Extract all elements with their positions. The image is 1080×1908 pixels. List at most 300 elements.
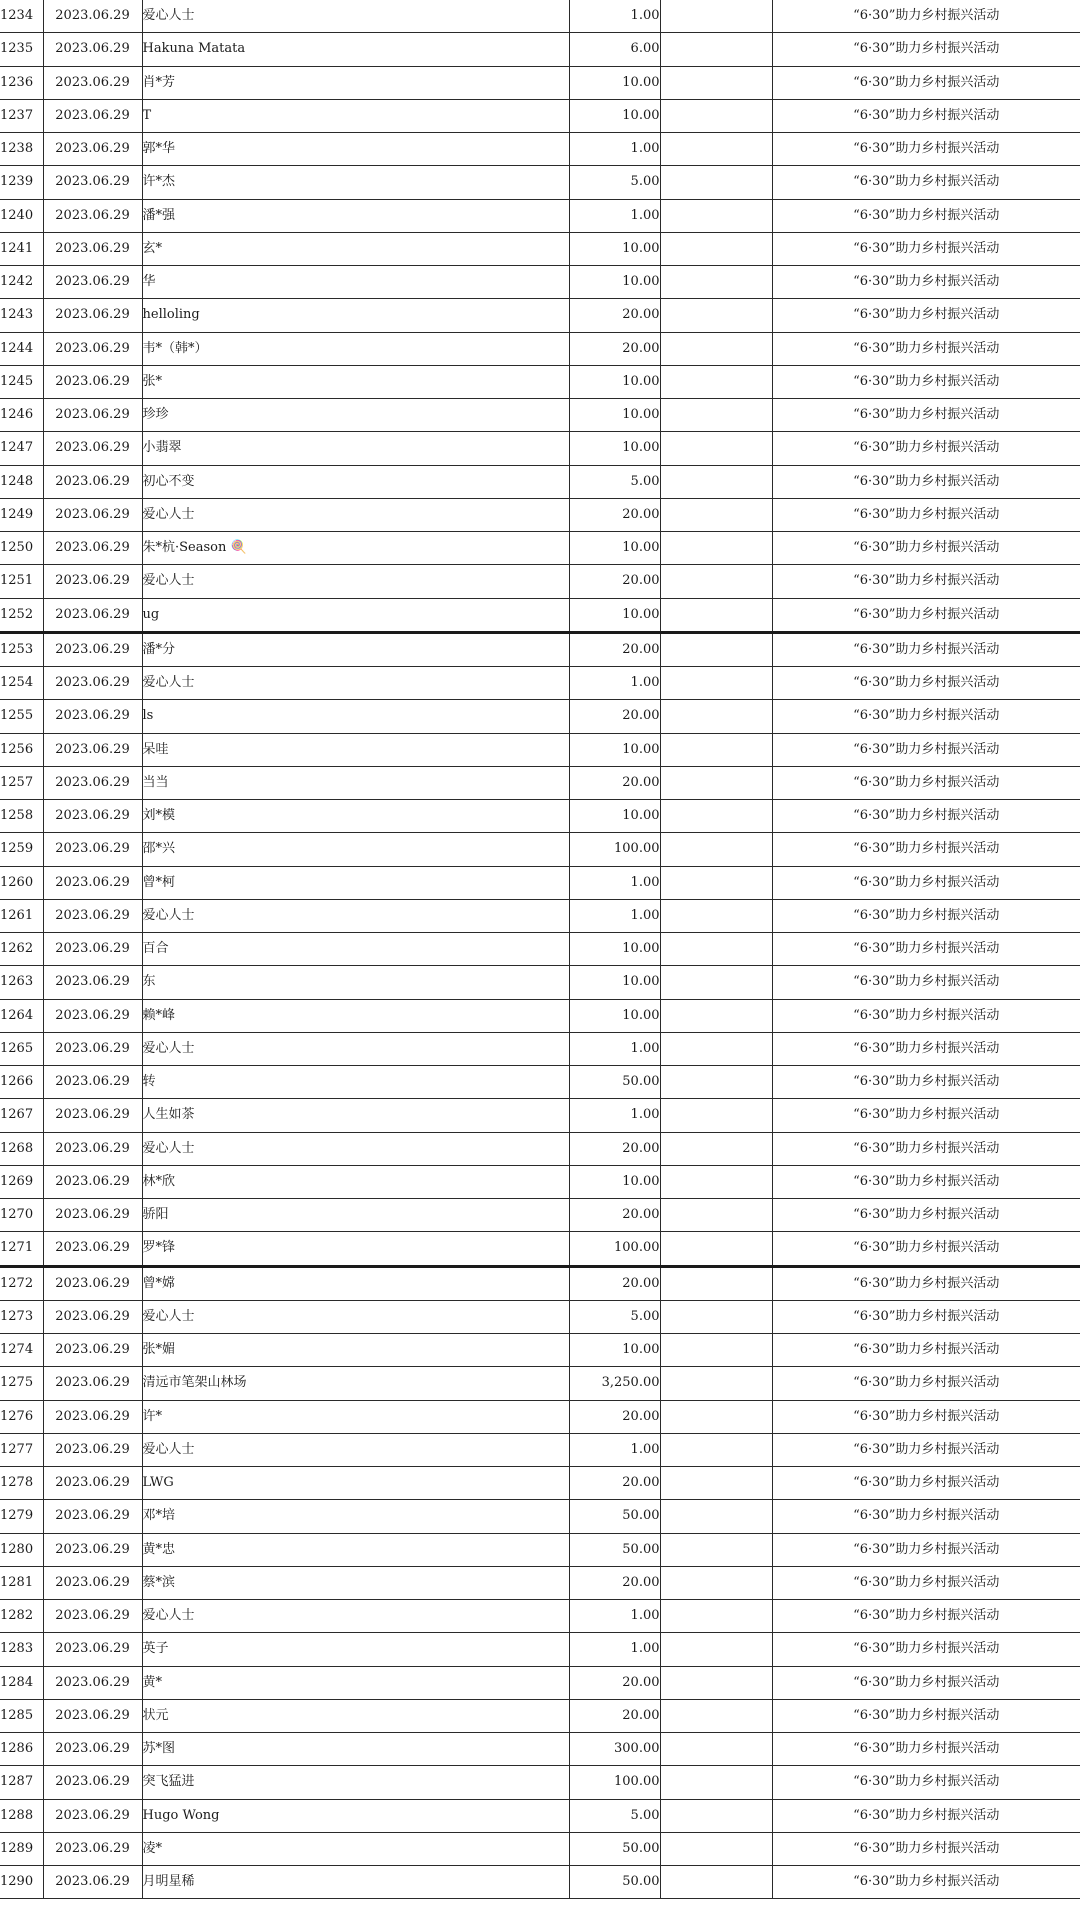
table-row bbox=[0, 1032, 1080, 1065]
donor-name-cell: helloling bbox=[142, 299, 569, 332]
amount-cell: 50.00 bbox=[569, 1832, 660, 1865]
amount-cell: 1.00 bbox=[569, 866, 660, 899]
row-number-cell: 1290 bbox=[0, 1866, 43, 1899]
row-number-cell: 1279 bbox=[0, 1500, 43, 1533]
row-number-cell: 1288 bbox=[0, 1799, 43, 1832]
amount-cell: 1.00 bbox=[569, 199, 660, 232]
table-row bbox=[0, 1300, 1080, 1333]
donor-name-cell: 转 bbox=[142, 1066, 569, 1099]
amount-cell: 10.00 bbox=[569, 800, 660, 833]
table-row bbox=[0, 966, 1080, 999]
donor-name-cell: 曾*柯 bbox=[142, 866, 569, 899]
activity-cell: “6·30”助力乡村振兴活动 bbox=[772, 632, 1080, 666]
table-row bbox=[0, 899, 1080, 932]
row-number-cell: 1260 bbox=[0, 866, 43, 899]
row-number-cell: 1276 bbox=[0, 1400, 43, 1433]
donor-name-cell: 爱心人士 bbox=[142, 498, 569, 531]
table-row bbox=[0, 1232, 1080, 1266]
date-cell: 2023.06.29 bbox=[43, 800, 142, 833]
amount-cell: 1.00 bbox=[569, 667, 660, 700]
table-row bbox=[0, 999, 1080, 1032]
donor-name-cell: Hugo Wong bbox=[142, 1799, 569, 1832]
activity-cell: “6·30”助力乡村振兴活动 bbox=[772, 598, 1080, 632]
empty-cell bbox=[660, 66, 772, 99]
empty-cell bbox=[660, 199, 772, 232]
activity-cell: “6·30”助力乡村振兴活动 bbox=[772, 933, 1080, 966]
date-cell: 2023.06.29 bbox=[43, 266, 142, 299]
amount-cell: 20.00 bbox=[569, 766, 660, 799]
amount-cell: 20.00 bbox=[569, 1266, 660, 1300]
amount-cell: 20.00 bbox=[569, 1467, 660, 1500]
empty-cell bbox=[660, 1266, 772, 1300]
amount-cell: 10.00 bbox=[569, 598, 660, 632]
date-cell: 2023.06.29 bbox=[43, 1099, 142, 1132]
donor-name-cell: 人生如茶 bbox=[142, 1099, 569, 1132]
donor-name-cell: 黄*忠 bbox=[142, 1533, 569, 1566]
empty-cell bbox=[660, 667, 772, 700]
date-cell: 2023.06.29 bbox=[43, 133, 142, 166]
row-number-cell: 1266 bbox=[0, 1066, 43, 1099]
table-row bbox=[0, 166, 1080, 199]
donor-name-cell: 当当 bbox=[142, 766, 569, 799]
amount-cell: 300.00 bbox=[569, 1733, 660, 1766]
amount-cell: 20.00 bbox=[569, 332, 660, 365]
row-number-cell: 1241 bbox=[0, 232, 43, 265]
activity-cell: “6·30”助力乡村振兴活动 bbox=[772, 999, 1080, 1032]
table-row bbox=[0, 866, 1080, 899]
donor-name-cell: 凌* bbox=[142, 1832, 569, 1865]
activity-cell: “6·30”助力乡村振兴活动 bbox=[772, 66, 1080, 99]
activity-cell: “6·30”助力乡村振兴活动 bbox=[772, 166, 1080, 199]
row-number-cell: 1235 bbox=[0, 33, 43, 66]
row-number-cell: 1261 bbox=[0, 899, 43, 932]
date-cell: 2023.06.29 bbox=[43, 1832, 142, 1865]
activity-cell: “6·30”助力乡村振兴活动 bbox=[772, 1232, 1080, 1266]
row-number-cell: 1236 bbox=[0, 66, 43, 99]
amount-cell: 10.00 bbox=[569, 232, 660, 265]
amount-cell: 10.00 bbox=[569, 365, 660, 398]
row-number-cell: 1253 bbox=[0, 632, 43, 666]
row-number-cell: 1273 bbox=[0, 1300, 43, 1333]
donor-name-cell: 黄* bbox=[142, 1666, 569, 1699]
amount-cell: 1.00 bbox=[569, 1099, 660, 1132]
date-cell: 2023.06.29 bbox=[43, 866, 142, 899]
table-row bbox=[0, 667, 1080, 700]
empty-cell bbox=[660, 1199, 772, 1232]
table-row bbox=[0, 632, 1080, 666]
row-number-cell: 1259 bbox=[0, 833, 43, 866]
amount-cell: 50.00 bbox=[569, 1500, 660, 1533]
table-row bbox=[0, 232, 1080, 265]
amount-cell: 100.00 bbox=[569, 1766, 660, 1799]
empty-cell bbox=[660, 365, 772, 398]
donor-name-cell: 爱心人士 bbox=[142, 1032, 569, 1065]
table-row bbox=[0, 1832, 1080, 1865]
amount-cell: 5.00 bbox=[569, 1300, 660, 1333]
empty-cell bbox=[660, 833, 772, 866]
donor-name-cell: ls bbox=[142, 700, 569, 733]
date-cell: 2023.06.29 bbox=[43, 1232, 142, 1266]
activity-cell: “6·30”助力乡村振兴活动 bbox=[772, 232, 1080, 265]
row-number-cell: 1275 bbox=[0, 1367, 43, 1400]
empty-cell bbox=[660, 133, 772, 166]
empty-cell bbox=[660, 766, 772, 799]
donor-name-cell: 许* bbox=[142, 1400, 569, 1433]
empty-cell bbox=[660, 598, 772, 632]
table-row bbox=[0, 66, 1080, 99]
date-cell: 2023.06.29 bbox=[43, 1766, 142, 1799]
activity-cell: “6·30”助力乡村振兴活动 bbox=[772, 1666, 1080, 1699]
empty-cell bbox=[660, 1666, 772, 1699]
row-number-cell: 1269 bbox=[0, 1165, 43, 1198]
activity-cell: “6·30”助力乡村振兴活动 bbox=[772, 1733, 1080, 1766]
row-number-cell: 1282 bbox=[0, 1600, 43, 1633]
date-cell: 2023.06.29 bbox=[43, 66, 142, 99]
table-row bbox=[0, 498, 1080, 531]
empty-cell bbox=[660, 432, 772, 465]
table-row bbox=[0, 1132, 1080, 1165]
donor-name-cell: 朱*杭·Season 🍭 bbox=[142, 532, 569, 565]
table-row bbox=[0, 1500, 1080, 1533]
row-number-cell: 1239 bbox=[0, 166, 43, 199]
donor-name-cell: 潘*分 bbox=[142, 632, 569, 666]
amount-cell: 10.00 bbox=[569, 99, 660, 132]
table-row bbox=[0, 266, 1080, 299]
date-cell: 2023.06.29 bbox=[43, 1300, 142, 1333]
date-cell: 2023.06.29 bbox=[43, 667, 142, 700]
empty-cell bbox=[660, 966, 772, 999]
empty-cell bbox=[660, 399, 772, 432]
amount-cell: 3,250.00 bbox=[569, 1367, 660, 1400]
activity-cell: “6·30”助力乡村振兴活动 bbox=[772, 1066, 1080, 1099]
row-number-cell: 1285 bbox=[0, 1699, 43, 1732]
activity-cell: “6·30”助力乡村振兴活动 bbox=[772, 1334, 1080, 1367]
activity-cell: “6·30”助力乡村振兴活动 bbox=[772, 432, 1080, 465]
row-number-cell: 1263 bbox=[0, 966, 43, 999]
table-row bbox=[0, 933, 1080, 966]
amount-cell: 10.00 bbox=[569, 733, 660, 766]
empty-cell bbox=[660, 1467, 772, 1500]
empty-cell bbox=[660, 733, 772, 766]
row-number-cell: 1251 bbox=[0, 565, 43, 598]
activity-cell: “6·30”助力乡村振兴活动 bbox=[772, 1400, 1080, 1433]
amount-cell: 1.00 bbox=[569, 133, 660, 166]
activity-cell: “6·30”助力乡村振兴活动 bbox=[772, 133, 1080, 166]
donor-name-cell: 肖*芳 bbox=[142, 66, 569, 99]
row-number-cell: 1268 bbox=[0, 1132, 43, 1165]
date-cell: 2023.06.29 bbox=[43, 365, 142, 398]
table-row bbox=[0, 1666, 1080, 1699]
activity-cell: “6·30”助力乡村振兴活动 bbox=[772, 1832, 1080, 1865]
empty-cell bbox=[660, 1400, 772, 1433]
amount-cell: 20.00 bbox=[569, 1699, 660, 1732]
row-number-cell: 1271 bbox=[0, 1232, 43, 1266]
row-number-cell: 1252 bbox=[0, 598, 43, 632]
row-number-cell: 1250 bbox=[0, 532, 43, 565]
donor-name-cell: T bbox=[142, 99, 569, 132]
date-cell: 2023.06.29 bbox=[43, 1199, 142, 1232]
table-row bbox=[0, 766, 1080, 799]
date-cell: 2023.06.29 bbox=[43, 833, 142, 866]
donor-name-cell: 张* bbox=[142, 365, 569, 398]
date-cell: 2023.06.29 bbox=[43, 432, 142, 465]
row-number-cell: 1247 bbox=[0, 432, 43, 465]
date-cell: 2023.06.29 bbox=[43, 598, 142, 632]
date-cell: 2023.06.29 bbox=[43, 1799, 142, 1832]
activity-cell: “6·30”助力乡村振兴活动 bbox=[772, 1566, 1080, 1599]
donor-name-cell: 韦*（韩*） bbox=[142, 332, 569, 365]
row-number-cell: 1237 bbox=[0, 99, 43, 132]
table-row bbox=[0, 399, 1080, 432]
activity-cell: “6·30”助力乡村振兴活动 bbox=[772, 1165, 1080, 1198]
empty-cell bbox=[660, 899, 772, 932]
empty-cell bbox=[660, 1733, 772, 1766]
activity-cell: “6·30”助力乡村振兴活动 bbox=[772, 365, 1080, 398]
donor-name-cell: 爱心人士 bbox=[142, 667, 569, 700]
activity-cell: “6·30”助力乡村振兴活动 bbox=[772, 833, 1080, 866]
activity-cell: “6·30”助力乡村振兴活动 bbox=[772, 1467, 1080, 1500]
amount-cell: 20.00 bbox=[569, 632, 660, 666]
table-row bbox=[0, 1699, 1080, 1732]
activity-cell: “6·30”助力乡村振兴活动 bbox=[772, 266, 1080, 299]
table-row bbox=[0, 1766, 1080, 1799]
amount-cell: 20.00 bbox=[569, 700, 660, 733]
amount-cell: 1.00 bbox=[569, 899, 660, 932]
table-row bbox=[0, 299, 1080, 332]
table-row bbox=[0, 1866, 1080, 1899]
empty-cell bbox=[660, 1832, 772, 1865]
date-cell: 2023.06.29 bbox=[43, 33, 142, 66]
amount-cell: 50.00 bbox=[569, 1533, 660, 1566]
row-number-cell: 1244 bbox=[0, 332, 43, 365]
activity-cell: “6·30”助力乡村振兴活动 bbox=[772, 1132, 1080, 1165]
date-cell: 2023.06.29 bbox=[43, 1733, 142, 1766]
table-row bbox=[0, 1733, 1080, 1766]
donor-name-cell: 英子 bbox=[142, 1633, 569, 1666]
date-cell: 2023.06.29 bbox=[43, 1866, 142, 1899]
activity-cell: “6·30”助力乡村振兴活动 bbox=[772, 733, 1080, 766]
amount-cell: 5.00 bbox=[569, 1799, 660, 1832]
empty-cell bbox=[660, 565, 772, 598]
row-number-cell: 1289 bbox=[0, 1832, 43, 1865]
activity-cell: “6·30”助力乡村振兴活动 bbox=[772, 33, 1080, 66]
table-row bbox=[0, 33, 1080, 66]
donor-name-cell: 邓*培 bbox=[142, 1500, 569, 1533]
row-number-cell: 1238 bbox=[0, 133, 43, 166]
table-row bbox=[0, 800, 1080, 833]
table-row bbox=[0, 133, 1080, 166]
date-cell: 2023.06.29 bbox=[43, 1533, 142, 1566]
row-number-cell: 1255 bbox=[0, 700, 43, 733]
date-cell: 2023.06.29 bbox=[43, 1500, 142, 1533]
amount-cell: 10.00 bbox=[569, 399, 660, 432]
row-number-cell: 1287 bbox=[0, 1766, 43, 1799]
amount-cell: 20.00 bbox=[569, 1199, 660, 1232]
empty-cell bbox=[660, 1367, 772, 1400]
date-cell: 2023.06.29 bbox=[43, 0, 142, 33]
row-number-cell: 1240 bbox=[0, 199, 43, 232]
activity-cell: “6·30”助力乡村振兴活动 bbox=[772, 1533, 1080, 1566]
row-number-cell: 1267 bbox=[0, 1099, 43, 1132]
empty-cell bbox=[660, 700, 772, 733]
empty-cell bbox=[660, 99, 772, 132]
activity-cell: “6·30”助力乡村振兴活动 bbox=[772, 1633, 1080, 1666]
empty-cell bbox=[660, 465, 772, 498]
date-cell: 2023.06.29 bbox=[43, 632, 142, 666]
donor-name-cell: 苏*图 bbox=[142, 1733, 569, 1766]
activity-cell: “6·30”助力乡村振兴活动 bbox=[772, 1266, 1080, 1300]
activity-cell: “6·30”助力乡村振兴活动 bbox=[772, 1500, 1080, 1533]
empty-cell bbox=[660, 1132, 772, 1165]
amount-cell: 50.00 bbox=[569, 1866, 660, 1899]
amount-cell: 10.00 bbox=[569, 66, 660, 99]
row-number-cell: 1234 bbox=[0, 0, 43, 33]
date-cell: 2023.06.29 bbox=[43, 1334, 142, 1367]
amount-cell: 10.00 bbox=[569, 1165, 660, 1198]
empty-cell bbox=[660, 299, 772, 332]
empty-cell bbox=[660, 632, 772, 666]
donor-name-cell: 爱心人士 bbox=[142, 1433, 569, 1466]
activity-cell: “6·30”助力乡村振兴活动 bbox=[772, 1600, 1080, 1633]
amount-cell: 20.00 bbox=[569, 565, 660, 598]
table-row bbox=[0, 1467, 1080, 1500]
donor-name-cell: 清远市笔架山林场 bbox=[142, 1367, 569, 1400]
date-cell: 2023.06.29 bbox=[43, 1266, 142, 1300]
empty-cell bbox=[660, 332, 772, 365]
activity-cell: “6·30”助力乡村振兴活动 bbox=[772, 866, 1080, 899]
amount-cell: 1.00 bbox=[569, 1433, 660, 1466]
activity-cell: “6·30”助力乡村振兴活动 bbox=[772, 1032, 1080, 1065]
activity-cell: “6·30”助力乡村振兴活动 bbox=[772, 966, 1080, 999]
empty-cell bbox=[660, 1433, 772, 1466]
amount-cell: 100.00 bbox=[569, 833, 660, 866]
date-cell: 2023.06.29 bbox=[43, 565, 142, 598]
donor-name-cell: 骄阳 bbox=[142, 1199, 569, 1232]
table-row bbox=[0, 733, 1080, 766]
empty-cell bbox=[660, 0, 772, 33]
date-cell: 2023.06.29 bbox=[43, 1666, 142, 1699]
date-cell: 2023.06.29 bbox=[43, 700, 142, 733]
row-number-cell: 1274 bbox=[0, 1334, 43, 1367]
row-number-cell: 1280 bbox=[0, 1533, 43, 1566]
table-row bbox=[0, 1433, 1080, 1466]
amount-cell: 20.00 bbox=[569, 299, 660, 332]
empty-cell bbox=[660, 532, 772, 565]
row-number-cell: 1283 bbox=[0, 1633, 43, 1666]
date-cell: 2023.06.29 bbox=[43, 332, 142, 365]
donor-name-cell: 百合 bbox=[142, 933, 569, 966]
donor-name-cell: 罗*锋 bbox=[142, 1232, 569, 1266]
amount-cell: 10.00 bbox=[569, 432, 660, 465]
date-cell: 2023.06.29 bbox=[43, 766, 142, 799]
amount-cell: 1.00 bbox=[569, 1600, 660, 1633]
row-number-cell: 1246 bbox=[0, 399, 43, 432]
empty-cell bbox=[660, 1699, 772, 1732]
amount-cell: 5.00 bbox=[569, 465, 660, 498]
date-cell: 2023.06.29 bbox=[43, 1132, 142, 1165]
donor-name-cell: Hakuna Matata bbox=[142, 33, 569, 66]
row-number-cell: 1245 bbox=[0, 365, 43, 398]
amount-cell: 20.00 bbox=[569, 1666, 660, 1699]
donor-name-cell: 爱心人士 bbox=[142, 565, 569, 598]
activity-cell: “6·30”助力乡村振兴活动 bbox=[772, 99, 1080, 132]
row-number-cell: 1264 bbox=[0, 999, 43, 1032]
amount-cell: 10.00 bbox=[569, 1334, 660, 1367]
empty-cell bbox=[660, 866, 772, 899]
activity-cell: “6·30”助力乡村振兴活动 bbox=[772, 700, 1080, 733]
table-row bbox=[0, 1066, 1080, 1099]
table-row bbox=[0, 365, 1080, 398]
donor-name-cell: 呆哇 bbox=[142, 733, 569, 766]
table-row bbox=[0, 1199, 1080, 1232]
activity-cell: “6·30”助力乡村振兴活动 bbox=[772, 800, 1080, 833]
table-row bbox=[0, 700, 1080, 733]
activity-cell: “6·30”助力乡村振兴活动 bbox=[772, 498, 1080, 531]
amount-cell: 10.00 bbox=[569, 966, 660, 999]
date-cell: 2023.06.29 bbox=[43, 1066, 142, 1099]
table-row bbox=[0, 1334, 1080, 1367]
donor-name-cell: ug bbox=[142, 598, 569, 632]
date-cell: 2023.06.29 bbox=[43, 933, 142, 966]
activity-cell: “6·30”助力乡村振兴活动 bbox=[772, 1866, 1080, 1899]
row-number-cell: 1254 bbox=[0, 667, 43, 700]
table-row bbox=[0, 532, 1080, 565]
activity-cell: “6·30”助力乡村振兴活动 bbox=[772, 667, 1080, 700]
amount-cell: 10.00 bbox=[569, 933, 660, 966]
row-number-cell: 1249 bbox=[0, 498, 43, 531]
date-cell: 2023.06.29 bbox=[43, 1367, 142, 1400]
row-number-cell: 1248 bbox=[0, 465, 43, 498]
donor-name-cell: 爱心人士 bbox=[142, 1600, 569, 1633]
date-cell: 2023.06.29 bbox=[43, 532, 142, 565]
amount-cell: 20.00 bbox=[569, 1132, 660, 1165]
donor-name-cell: 爱心人士 bbox=[142, 0, 569, 33]
table-row bbox=[0, 99, 1080, 132]
empty-cell bbox=[660, 933, 772, 966]
empty-cell bbox=[660, 33, 772, 66]
amount-cell: 10.00 bbox=[569, 999, 660, 1032]
date-cell: 2023.06.29 bbox=[43, 1165, 142, 1198]
table-row bbox=[0, 1566, 1080, 1599]
empty-cell bbox=[660, 1232, 772, 1266]
empty-cell bbox=[660, 1099, 772, 1132]
activity-cell: “6·30”助力乡村振兴活动 bbox=[772, 766, 1080, 799]
empty-cell bbox=[660, 498, 772, 531]
donor-name-cell: 曾*嫦 bbox=[142, 1266, 569, 1300]
row-number-cell: 1272 bbox=[0, 1266, 43, 1300]
empty-cell bbox=[660, 1334, 772, 1367]
table-row bbox=[0, 598, 1080, 632]
donor-name-cell: 月明星稀 bbox=[142, 1866, 569, 1899]
table-row bbox=[0, 1099, 1080, 1132]
donor-name-cell: 刘*模 bbox=[142, 800, 569, 833]
row-number-cell: 1284 bbox=[0, 1666, 43, 1699]
donor-name-cell: 潘*强 bbox=[142, 199, 569, 232]
amount-cell: 1.00 bbox=[569, 0, 660, 33]
donor-name-cell: 爱心人士 bbox=[142, 1132, 569, 1165]
date-cell: 2023.06.29 bbox=[43, 166, 142, 199]
table-row bbox=[0, 833, 1080, 866]
activity-cell: “6·30”助力乡村振兴活动 bbox=[772, 465, 1080, 498]
table-row bbox=[0, 1165, 1080, 1198]
activity-cell: “6·30”助力乡村振兴活动 bbox=[772, 1099, 1080, 1132]
row-number-cell: 1278 bbox=[0, 1467, 43, 1500]
donor-name-cell: 玄* bbox=[142, 232, 569, 265]
amount-cell: 1.00 bbox=[569, 1032, 660, 1065]
donor-name-cell: 郭*华 bbox=[142, 133, 569, 166]
date-cell: 2023.06.29 bbox=[43, 1633, 142, 1666]
row-number-cell: 1257 bbox=[0, 766, 43, 799]
